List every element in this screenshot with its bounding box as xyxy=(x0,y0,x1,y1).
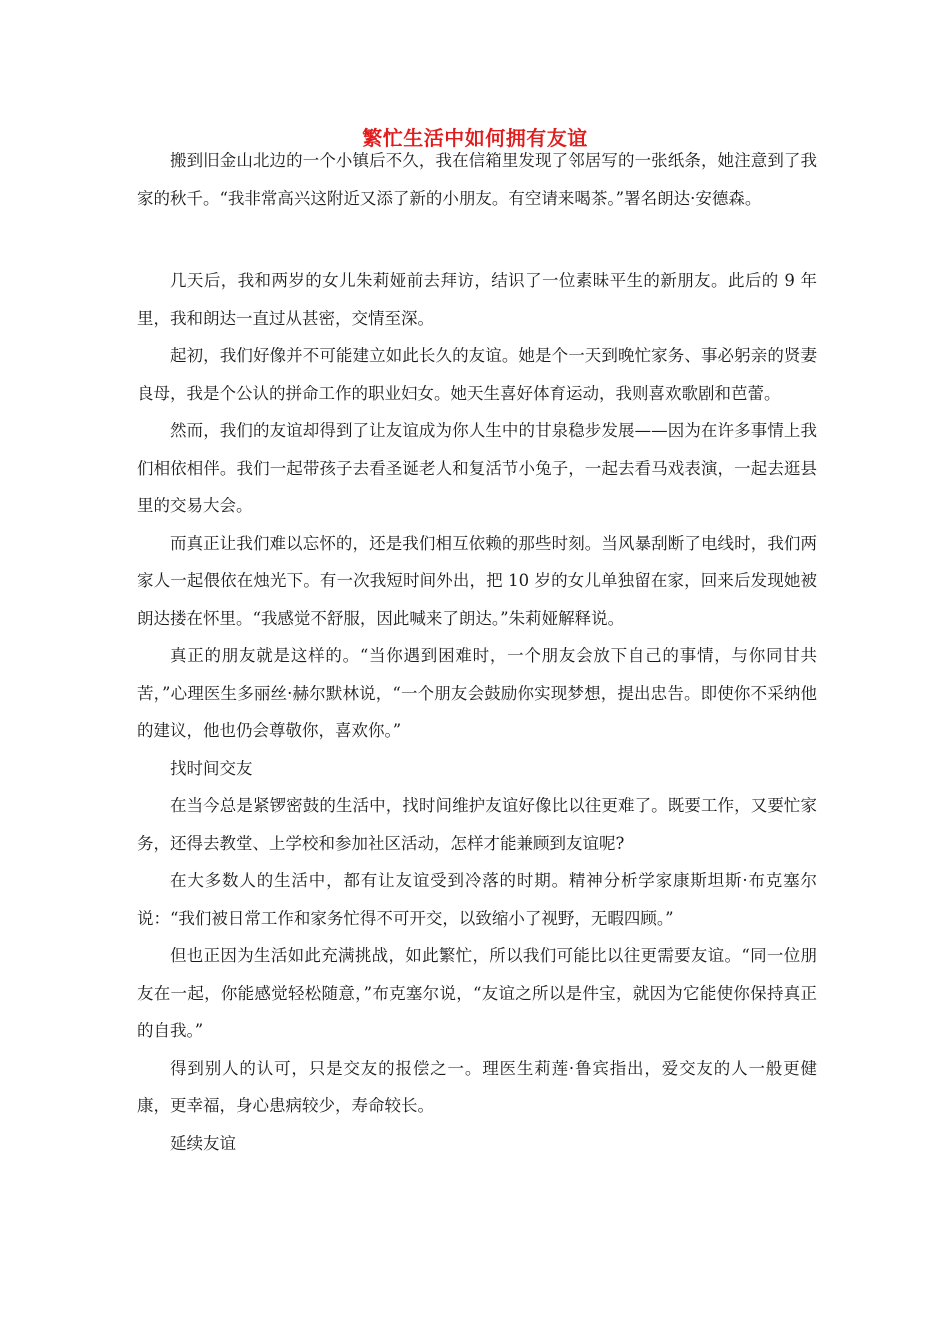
paragraph-8: 但也正因为生活如此充满挑战，如此繁忙，所以我们可能比以往更需要友谊。“同一位朋友在一起，你能感觉轻松随意，”布克塞尔说，“友谊之所以是件宝，就因为它能使你保持真正的自我。” xyxy=(137,946,817,1040)
page-title: 繁忙生活中如何拥有友谊 xyxy=(362,126,588,150)
intro-block xyxy=(137,142,817,217)
section-heading-make-time: 找时间交友 xyxy=(170,758,253,778)
paragraph-1: 几天后，我和两岁的女儿朱莉娅前去拜访，结识了一位素昧平生的新朋友。此后的 9 年里，我和朗达一直过从甚密，交情至深。 xyxy=(137,271,817,328)
paragraph-2: 起初，我们好像并不可能建立如此长久的友谊。她是个一天到晚忙家务、事必躬亲的贤妻良母，我是个公认的拼命工作的职业妇女。她天生喜好体育运动，我则喜欢歌剧和芭蕾。 xyxy=(137,346,817,403)
intro-paragraph: 搬到旧金山北边的一个小镇后不久，我在信箱里发现了邻居写的一张纸条，她注意到了我家的秋千。“我非常高兴这附近又添了新的小朋友。有空请来喝茶。”署名朗达·安德森。 xyxy=(137,151,817,208)
paragraph-5: 真正的朋友就是这样的。“当你遇到困难时，一个朋友会放下自己的事情，与你同甘共苦，”心理医生多丽丝·赫尔默林说，“一个朋友会鼓励你实现梦想，提出忠告。即使你不采纳他的建议，他也仍会尊敬你，喜欢你。” xyxy=(137,646,817,740)
article-body xyxy=(137,262,817,1162)
paragraph-7: 在大多数人的生活中，都有让友谊受到冷落的时期。精神分析学家康斯坦斯·布克塞尔说：“我们被日常工作和家务忙得不可开交，以致缩小了视野，无暇四顾。” xyxy=(137,871,817,928)
paragraph-9: 得到别人的认可，只是交友的报偿之一。理医生莉莲·鲁宾指出，爱交友的人一般更健康，更幸福，身心患病较少，寿命较长。 xyxy=(137,1058,817,1115)
section-heading-continue-friendship: 延续友谊 xyxy=(170,1133,236,1153)
paragraph-4: 而真正让我们难以忘怀的，还是我们相互依赖的那些时刻。当风暴刮断了电线时，我们两家人一起偎依在烛光下。有一次我短时间外出，把 10 岁的女儿单独留在家，回来后发现她被朗达搂在怀里。“我感觉不舒服，因此喊来了朗达。”朱莉娅解释说。 xyxy=(137,533,817,628)
paragraph-3: 然而，我们的友谊却得到了让友谊成为你人生中的甘泉稳步发展——因为在许多事情上我们相依相伴。我们一起带孩子去看圣诞老人和复活节小兔子，一起去看马戏表演，一起去逛县里的交易大会。 xyxy=(137,421,817,515)
paragraph-6: 在当今总是紧锣密鼓的生活中，找时间维护友谊好像比以往更难了。既要工作，又要忙家务，还得去教堂、上学校和参加社区活动，怎样才能兼顾到友谊呢? xyxy=(137,796,817,853)
